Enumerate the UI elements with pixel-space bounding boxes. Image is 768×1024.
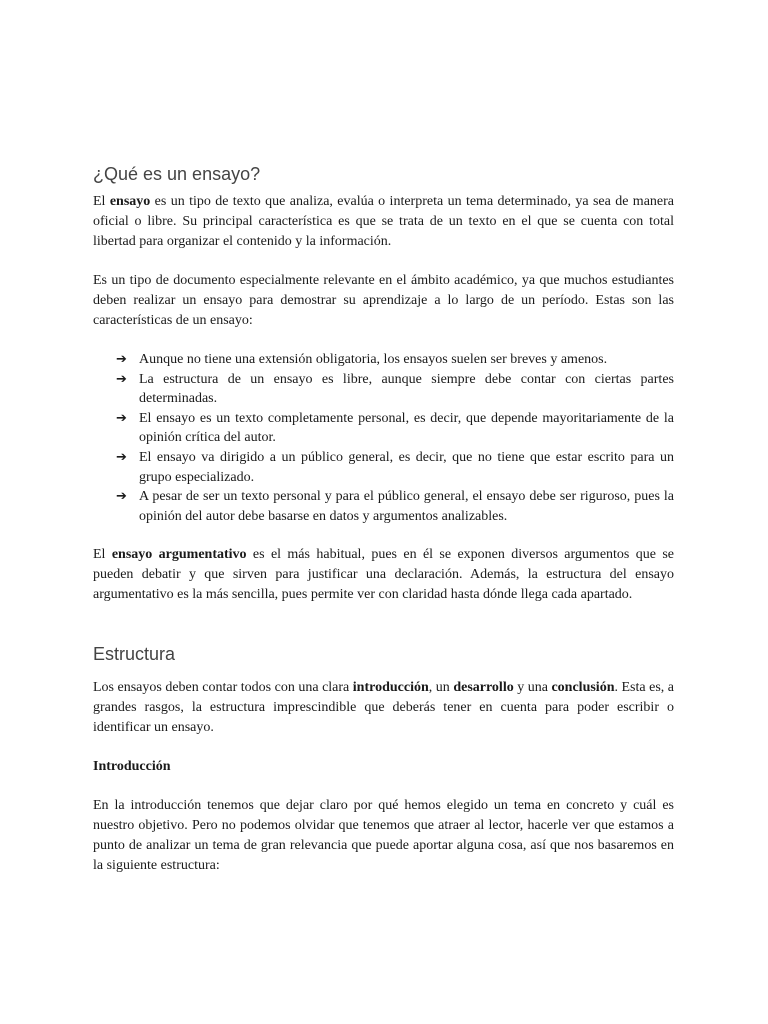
list-item-text: El ensayo va dirigido a un público general, es decir, que no tiene que estar escrito para un grupo especializado. (139, 449, 674, 485)
argumentative-post: es el más habitual, pues en él se exponen diversos argumentos que se pueden debatir y que sirven para justificar una declaración. Además, la estructura del ensayo argumentativo es la más sencilla, pues permite ver con claridad hasta dónde llega cada apartado. (93, 547, 674, 603)
argumentative-bold-term: ensayo argumentativo (111, 547, 247, 563)
list-item (116, 487, 674, 526)
arrow-bullet-icon: ➔ (116, 371, 127, 387)
arrow-bullet-icon: ➔ (116, 449, 127, 465)
intro-post: es un tipo de texto que analiza, evalúa o interpreta un tema determinado, ya sea de manera oficial o libre. Su principal característica es que se trata de un texto en el que se cuenta con total libertad para organizar el contenido y la información. (93, 194, 674, 249)
intro-pre: El (93, 194, 110, 209)
list-item (116, 370, 674, 409)
characteristics-list (93, 350, 674, 526)
structure-paragraph (93, 678, 674, 738)
subheading-introduction: Introducción (93, 759, 171, 775)
arrow-bullet-icon: ➔ (116, 352, 127, 367)
intro-bold-term: ensayo (109, 194, 151, 209)
section-heading-structure: Estructura (93, 644, 176, 665)
structure-text-3: y una (513, 680, 552, 696)
structure-bold-conclusion: conclusión (551, 680, 615, 696)
list-item (116, 409, 674, 448)
structure-text-1: Los ensayos deben contar todos con una clara (93, 680, 353, 696)
structure-section (93, 642, 674, 876)
list-item-text: Aunque no tiene una extensión obligatoria, los ensayos suelen ser breves y amenos. (139, 352, 608, 367)
introduction-paragraph: En la introducción tenemos que dejar claro por qué hemos elegido un tema en concreto y cuál es nuestro objetivo. Pero no podemos olvidar que tenemos que atraer al lector, hacerle ver que estamos a punto de analizar un tema de gran relevancia que puede aportar alguna cosa, así que nos basaremos en la siguiente estructura: (93, 798, 674, 874)
argumentative-pre: El (93, 547, 112, 563)
structure-bold-intro: introducción (352, 680, 429, 696)
arrow-bullet-icon: ➔ (116, 410, 127, 426)
structure-text-4: . Esta es, a grandes rasgos, la estructura imprescindible que deberás tener en cuenta para poder escribir o identificar un ensayo. (93, 680, 674, 736)
argumentative-paragraph (93, 545, 674, 605)
page-title: ¿Qué es un ensayo? (93, 164, 261, 184)
list-item-text: La estructura de un ensayo es libre, aunque siempre debe contar con ciertas partes determinadas. (139, 371, 674, 407)
arrow-bullet-icon: ➔ (116, 489, 127, 505)
list-item (116, 448, 674, 487)
list-item-text: El ensayo es un texto completamente personal, es decir, que depende mayoritariamente de la opinión crítica del autor. (139, 410, 674, 446)
structure-bold-development: desarrollo (453, 680, 514, 696)
context-paragraph: Es un tipo de documento especialmente relevante en el ámbito académico, ya que muchos estudiantes deben realizar un ensayo para demostrar su aprendizaje a lo largo de un período. Estas son las características de un ensayo: (93, 273, 674, 328)
list-item-text: A pesar de ser un texto personal y para el público general, el ensayo debe ser riguroso, pues la opinión del autor debe basarse en datos y argumentos analizables. (139, 489, 674, 524)
structure-text-2: , un (428, 680, 454, 696)
list-item (116, 350, 674, 370)
intro-paragraph (93, 192, 674, 252)
